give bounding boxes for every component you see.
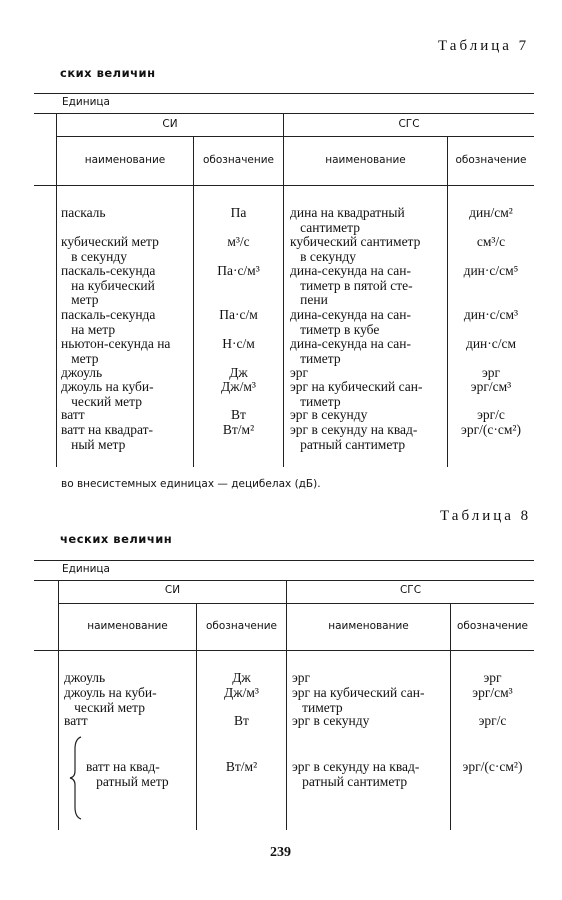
- si-name-cell: ватт на квад- ратный метр: [86, 759, 169, 789]
- table7-cgs-symbol-col: обозначение: [455, 154, 527, 166]
- si-symbol-cell: Па·с/м: [219, 307, 258, 322]
- cgs-symbol-cell: эрг/см³: [470, 379, 512, 394]
- table7-title: Таблица 7: [438, 38, 530, 54]
- si-symbol-cell: Вт/м²: [225, 759, 258, 774]
- si-symbol-cell: Па·с/м³: [217, 263, 260, 278]
- si-name-cell: джоуль: [64, 670, 106, 685]
- si-name-cell: джоуль на куби- ческий метр: [64, 685, 157, 715]
- cgs-name-cell: дина-секунда на сан- тиметр в кубе: [290, 307, 411, 337]
- table7-cgs-header: СГС: [398, 118, 420, 130]
- table8-vrule-center: [286, 580, 287, 830]
- si-symbol-cell: Дж/м³: [224, 685, 259, 700]
- cgs-symbol-cell: эрг: [483, 670, 502, 685]
- si-symbol-cell: Вт/м²: [222, 422, 255, 437]
- cgs-symbol-cell: дин·с/см: [465, 336, 517, 351]
- cgs-name-cell: эрг: [292, 670, 311, 685]
- cgs-symbol-cell: эрг: [481, 365, 501, 380]
- si-name-cell: ватт на квадрат- ный метр: [61, 422, 154, 452]
- table8-cgs-header: СГС: [399, 584, 422, 596]
- cgs-symbol-cell: см³/с: [476, 234, 506, 249]
- table7-vrule-left: [56, 113, 57, 467]
- cgs-name-cell: дина на квадратный сантиметр: [290, 205, 405, 235]
- table7-si-header: СИ: [162, 118, 178, 130]
- cgs-name-cell: эрг в секунду: [292, 713, 370, 728]
- si-name-cell: ватт: [64, 713, 88, 728]
- cgs-symbol-cell: дин·с/см⁵: [463, 263, 519, 278]
- table8-si-symbol-col: обозначение: [205, 620, 278, 632]
- table7-unit-header: Единица: [62, 96, 110, 108]
- cgs-name-cell: дина-секунда на сан- тиметр: [290, 336, 411, 366]
- si-name-cell: джоуль на куби- ческий метр: [61, 379, 154, 409]
- table7-vrule-center: [283, 113, 284, 467]
- cgs-symbol-cell: дин·с/см³: [463, 307, 519, 322]
- cgs-name-cell: дина-секунда на сан- тиметр в пятой сте- пени: [290, 263, 413, 307]
- table8-cgs-symbol-col: обозначение: [456, 620, 529, 632]
- table8-top-rule: [34, 560, 534, 561]
- si-name-cell: паскаль-секунда на метр: [61, 307, 156, 337]
- si-name-cell: ватт: [61, 407, 85, 422]
- table7-caption: ских величин: [60, 66, 156, 80]
- table8-cgs-name-col: наименование: [328, 620, 409, 632]
- table7-footnote: во внесистемных единицах — децибелах (дБ).: [61, 478, 321, 490]
- table8-body-rule: [34, 650, 534, 651]
- page-number: 239: [270, 845, 291, 860]
- cgs-symbol-cell: эрг/(с·см²): [462, 759, 523, 774]
- cgs-symbol-cell: дин/см²: [469, 205, 513, 220]
- cgs-symbol-cell: эрг/(с·см²): [461, 422, 521, 437]
- table8-si-name-col: наименование: [87, 620, 168, 632]
- cgs-name-cell: эрг на кубический сан- тиметр: [292, 685, 425, 715]
- brace-decoration: [68, 735, 84, 821]
- table7-cgs-name-col: наименование: [325, 154, 406, 166]
- table8-vrule-left: [58, 580, 59, 830]
- si-symbol-cell: м³/с: [227, 234, 250, 249]
- cgs-symbol-cell: эрг/с: [477, 407, 505, 422]
- table7-unit-rule: [34, 113, 534, 114]
- table7-head-rule: [57, 136, 534, 137]
- cgs-name-cell: эрг в секунду на квад- ратный сантиметр: [290, 422, 418, 452]
- table8-unit-header: Единица: [62, 563, 110, 575]
- si-symbol-cell: Па: [230, 205, 247, 220]
- si-name-cell: паскаль-секунда на кубический метр: [61, 263, 156, 307]
- si-name-cell: кубический метр в секунду: [61, 234, 159, 264]
- si-symbol-cell: Н·с/м: [222, 336, 255, 351]
- table7-body-rule: [34, 185, 534, 186]
- si-name-cell: джоуль: [61, 365, 103, 380]
- cgs-name-cell: эрг на кубический сан- тиметр: [290, 379, 423, 409]
- si-symbol-cell: Вт: [231, 407, 246, 422]
- si-name-cell: ньютон-секунда на метр: [61, 336, 171, 366]
- cgs-symbol-cell: эрг/с: [478, 713, 507, 728]
- table7-si-symbol-col: обозначение: [202, 154, 275, 166]
- table7-top-rule: [34, 93, 534, 94]
- si-symbol-cell: Вт: [234, 713, 249, 728]
- si-symbol-cell: Дж: [232, 670, 251, 685]
- cgs-name-cell: эрг: [290, 365, 309, 380]
- table8-title: Таблица 8: [440, 508, 532, 524]
- table8-si-header: СИ: [164, 584, 181, 596]
- table7-si-name-col: наименование: [84, 154, 166, 166]
- table8-unit-rule: [34, 580, 534, 581]
- table8-head-rule: [59, 603, 534, 604]
- cgs-name-cell: кубический сантиметр в секунду: [290, 234, 421, 264]
- cgs-symbol-cell: эрг/см³: [472, 685, 513, 700]
- si-symbol-cell: Дж: [229, 365, 248, 380]
- cgs-name-cell: эрг в секунду на квад- ратный сантиметр: [292, 759, 420, 789]
- si-name-cell: паскаль: [61, 205, 106, 220]
- si-symbol-cell: Дж/м³: [221, 379, 256, 394]
- table8-caption: ческих величин: [60, 532, 173, 546]
- cgs-name-cell: эрг в секунду: [290, 407, 368, 422]
